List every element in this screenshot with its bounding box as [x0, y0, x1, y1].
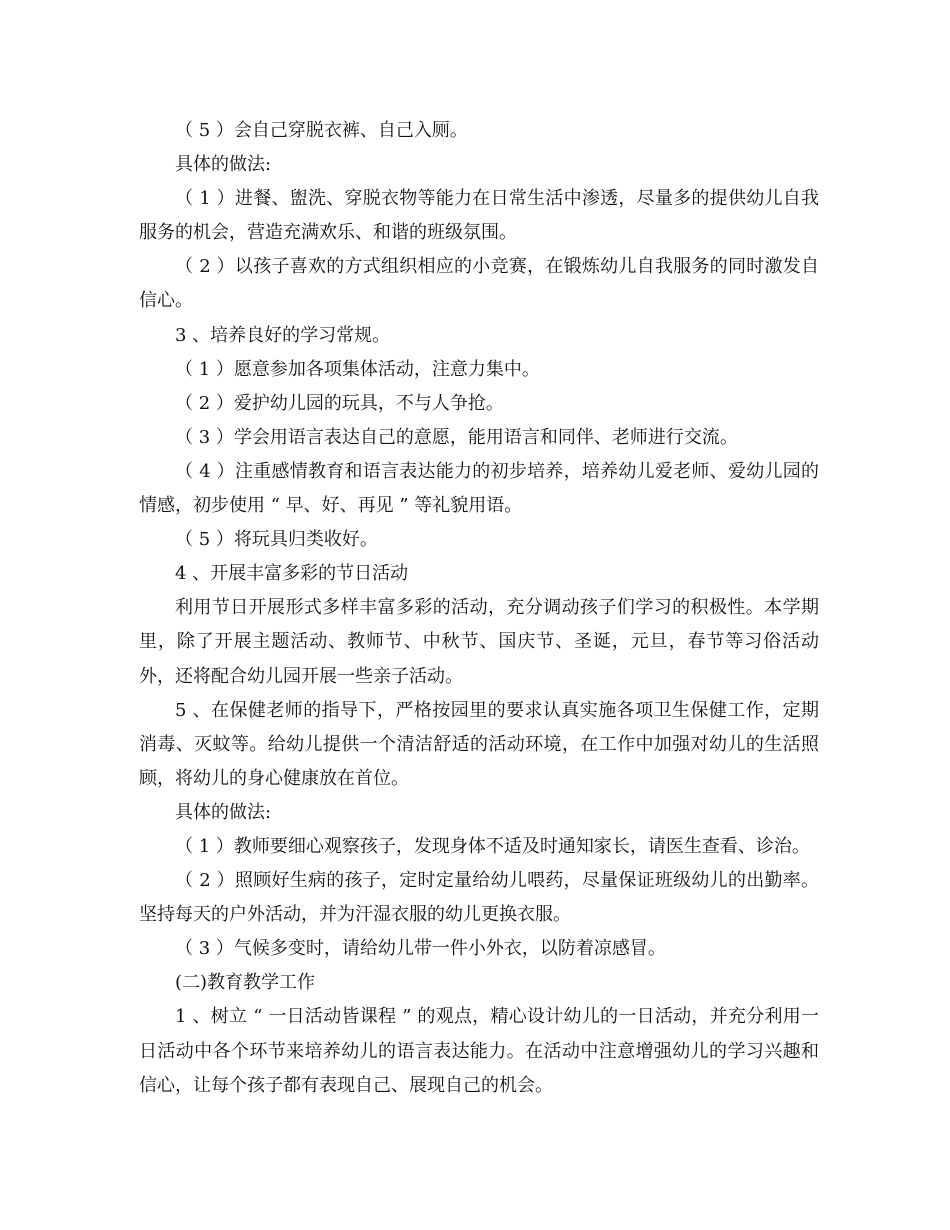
section-4-heading: 4 、开展丰富多彩的节日活动 — [175, 563, 409, 585]
paragraph-method-heading: 具体的做法: — [175, 154, 272, 176]
section-3-heading: 3 、培养良好的学习常规。 — [175, 324, 391, 346]
paragraph-method-heading-2: 具体的做法: — [175, 801, 272, 823]
paragraph-2-competition: （ 2 ）以孩子喜欢的方式组织相应的小竞赛，在锻炼幼儿自我服务的同时激发自信心。 — [139, 256, 819, 312]
paragraph-festival-activities: 利用节日开展形式多样丰富多彩的活动，充分调动孩子们学习的积极性。本学期里，除了开展主题活动、教师节、中秋节、国庆节、圣诞，元旦，春节等习俗活动外，还将配合幼儿园开展一些亲子活动。 — [139, 597, 819, 687]
paragraph-5-2: （ 2 ）照顾好生病的孩子，定时定量给幼儿喂药，尽量保证班级幼儿的出勤率。坚持每天的户外活动，并为汗湿衣服的幼儿更换衣服。 — [139, 870, 819, 926]
paragraph-3-1: （ 1 ）愿意参加各项集体活动，注意力集中。 — [175, 358, 540, 380]
paragraph-teaching-1: 1 、树立 “ 一日活动皆课程 ” 的观点，精心设计幼儿的一日活动，并充分利用一日活动中各个环节来培养幼儿的语言表达能力。在活动中注意增强幼儿的学习兴趣和信心，让每个孩子都有表现自己、展现自己的机会。 — [139, 1006, 819, 1096]
paragraph-3-3: （ 3 ）学会用语言表达自己的意愿，能用语言和同伴、老师进行交流。 — [175, 426, 738, 448]
paragraph-5-1: （ 1 ）教师要细心观察孩子，发现身体不适及时通知家长，请医生查看、诊治。 — [175, 835, 810, 857]
paragraph-3-2: （ 2 ）爱护幼儿园的玩具，不与人争抢。 — [175, 392, 504, 414]
section-teaching-heading: (二)教育教学工作 — [175, 972, 316, 994]
paragraph-5-dressing: （ 5 ）会自己穿脱衣裤、自己入厕。 — [175, 120, 468, 141]
section-5-health-care: 5 、在保健老师的指导下，严格按园里的要求认真实施各项卫生保健工作，定期消毒、灭蚊等。给幼儿提供一个清洁舒适的活动环境，在工作中加强对幼儿的生活照顾，将幼儿的身心健康放在首位。 — [139, 699, 819, 789]
paragraph-3-4: （ 4 ）注重感情教育和语言表达能力的初步培养，培养幼儿爱老师、爱幼儿园的情感，初步使用 “ 早、好、再见 ” 等礼貌用语。 — [139, 460, 819, 517]
paragraph-1-self-service: （ 1 ）进餐、盥洗、穿脱衣物等能力在日常生活中渗透，尽量多的提供幼儿自我服务的机会，营造充满欢乐、和谐的班级氛围。 — [139, 188, 819, 244]
paragraph-3-5: （ 5 ）将玩具归类收好。 — [175, 529, 378, 551]
paragraph-5-3: （ 3 ）气候多变时，请给幼儿带一件小外衣，以防着凉感冒。 — [175, 938, 666, 960]
document-body — [139, 114, 819, 1103]
